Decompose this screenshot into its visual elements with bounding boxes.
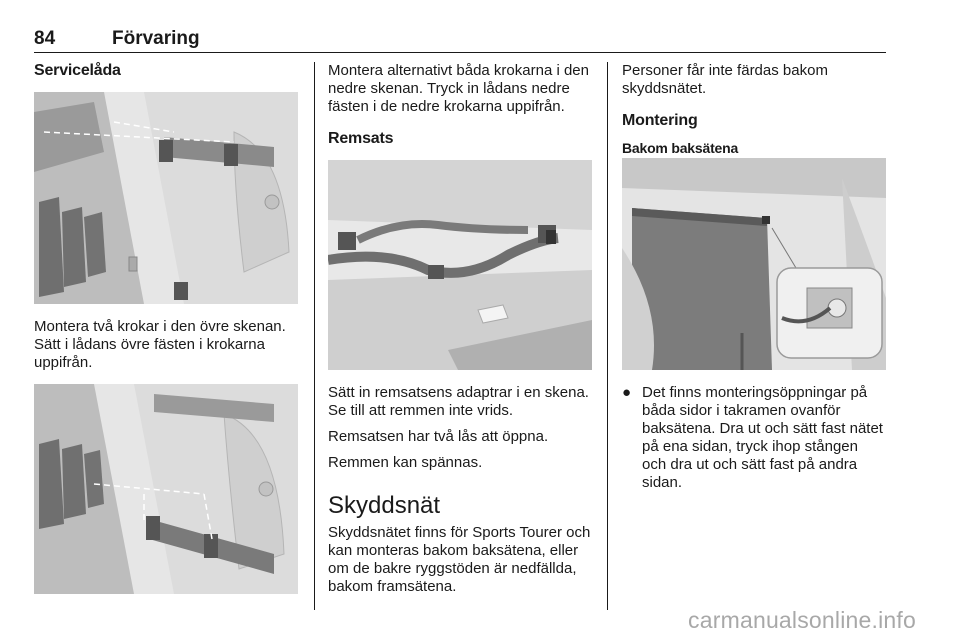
page-number: 84 (34, 28, 56, 49)
column-1 (34, 62, 298, 594)
section-heading-servicelada: Servicelåda (34, 62, 121, 79)
paragraph: Sätt in remsatsens adaptrar i en skena. Se till att remmen inte vrids. (328, 384, 589, 419)
chapter-title: Förvaring (112, 28, 200, 49)
section-heading-skyddsnat: Skyddsnät (328, 492, 441, 519)
paragraph: Skyddsnätet finns för Sports Tourer och kan monteras bakom baksätena, eller om de bakre ryggstöden är nedfällda, bakom framsätena. (328, 524, 591, 595)
column-2 (328, 62, 592, 604)
paragraph: Personer får inte färdas bakom skyddsnätet. (622, 62, 828, 97)
safety-net-installation-illustration (622, 158, 886, 370)
section-heading-remsats: Remsats (328, 130, 394, 147)
list-item-text: Det finns monteringsöppningar på båda sidor i takramen ovanför baksätena. Dra ut och sätt fast nätet på ena sidan, tryck ihop stången och dra ut och sätt fast på andra sidan. (642, 384, 883, 491)
paragraph: Remsatsen har två lås att öppna. (328, 428, 549, 445)
paragraph: Remmen kan spännas. (328, 454, 483, 471)
service-box-hooks-lower-illustration (34, 384, 298, 594)
column-3 (622, 62, 886, 492)
service-box-hooks-upper-illustration (34, 92, 298, 304)
bullet-marker: ● (622, 384, 632, 401)
column-divider (607, 62, 608, 610)
column-divider (314, 62, 315, 610)
list-item (622, 384, 886, 492)
section-heading-montering: Montering (622, 112, 698, 129)
paragraph: Montera två krokar i den övre skenan. Sätt i lådans övre fästen i krokarna uppifrån. (34, 318, 286, 371)
strap-kit-illustration (328, 160, 592, 370)
subheading-bakom-baksatena: Bakom baksätena (622, 140, 739, 156)
watermark: carmanualsonline.info (688, 607, 916, 633)
page-header (34, 28, 886, 53)
paragraph: Montera alternativt båda krokarna i den nedre skenan. Tryck in lådans nedre fästen i de nedre krokarna uppifrån. (328, 62, 589, 115)
